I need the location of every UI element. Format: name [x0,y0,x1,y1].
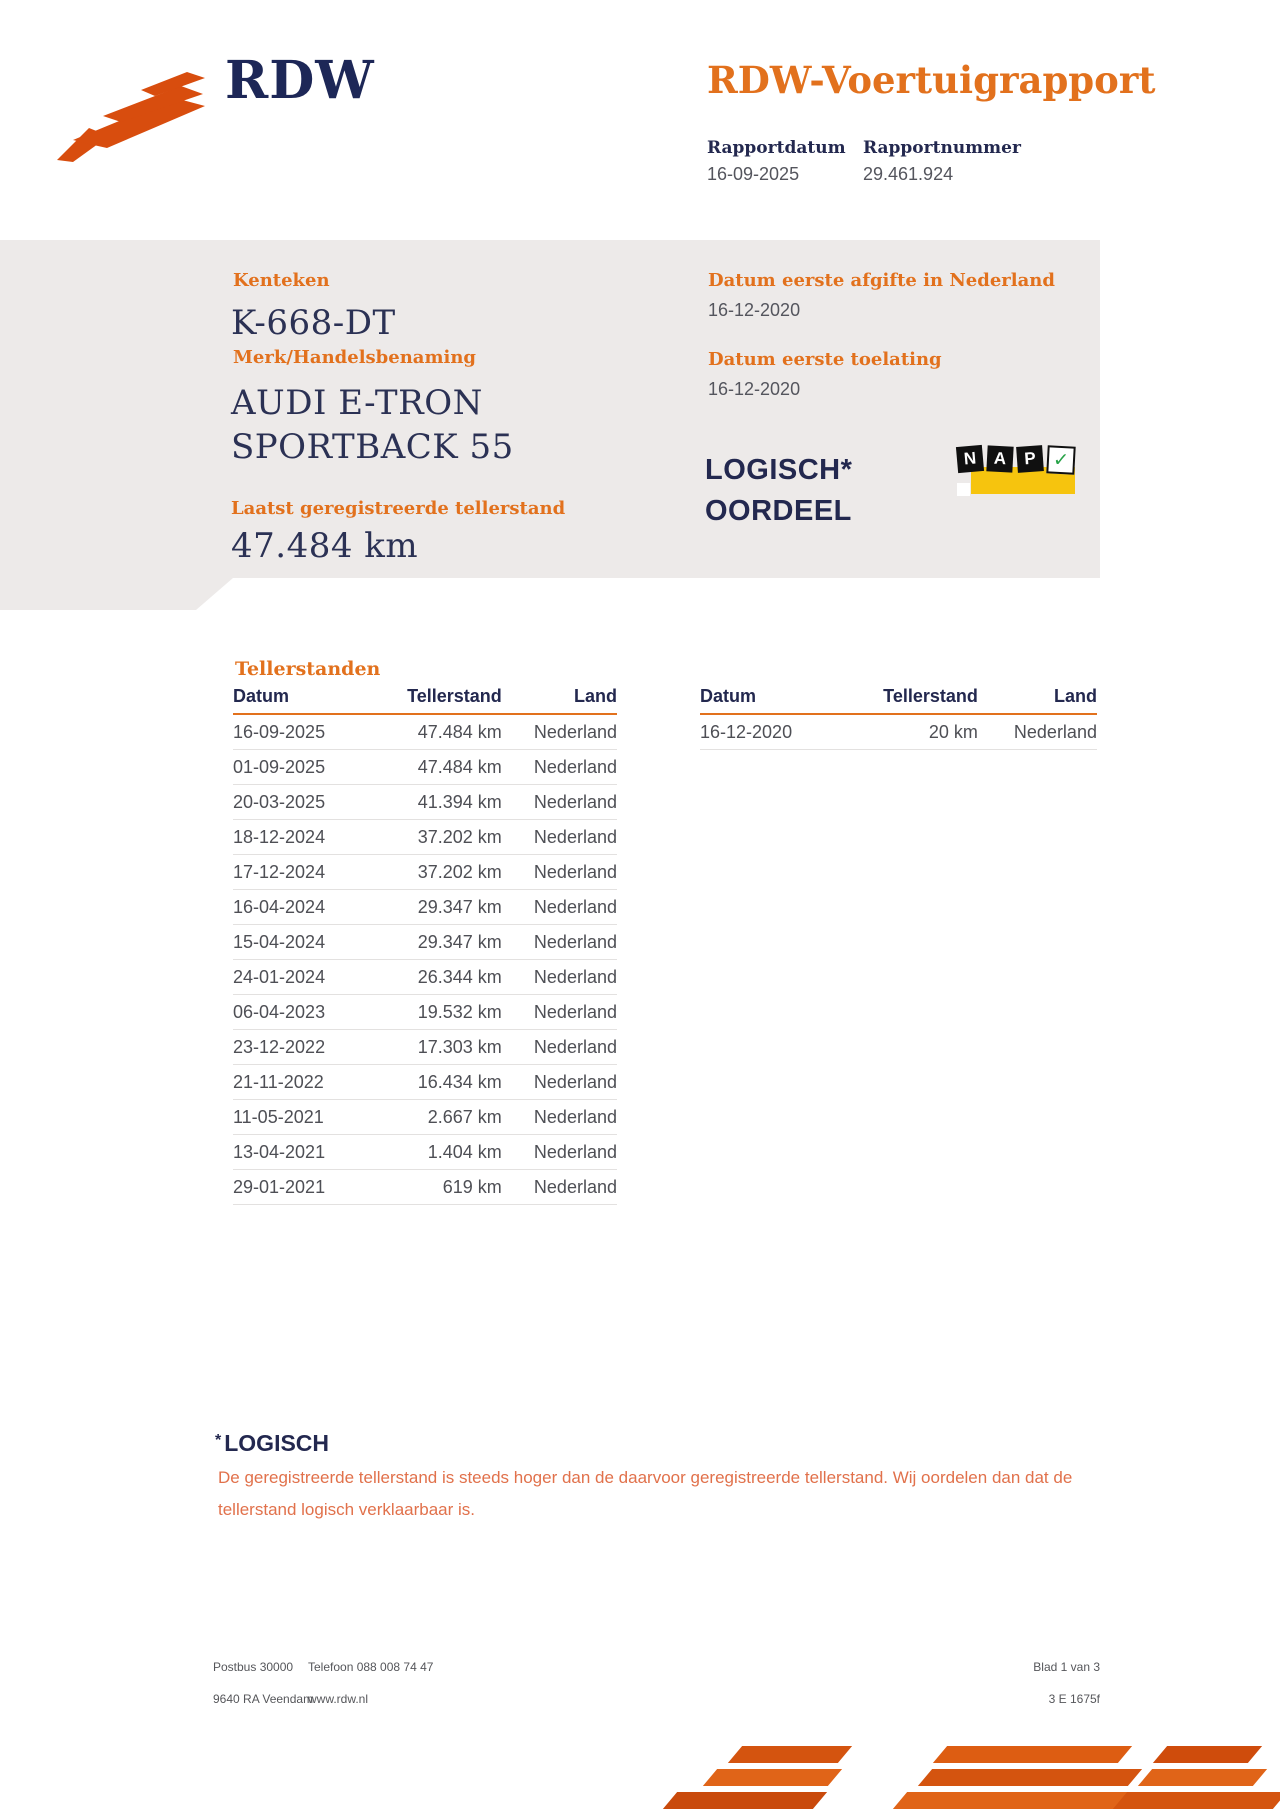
rdw-wordmark: RDW [225,50,375,111]
first-admission-date: 16-12-2020 [708,379,801,399]
row-country: Nederland [533,1037,617,1057]
row-mileage: 37.202 km [417,862,502,882]
row-mileage: 19.532 km [417,1002,502,1022]
row-date: 13-04-2021 [233,1142,326,1162]
merk-value-line2: SPORTBACK 55 [231,427,514,467]
footer-address-line1: Postbus 30000 [213,1660,294,1674]
table-row [233,1135,617,1170]
row-country: Nederland [533,1072,617,1092]
nap-letter-tiles [957,446,1075,474]
report-date-value: 16-09-2025 [707,164,800,184]
footer-doc-code: 3 E 1675f [1048,1692,1100,1706]
row-date: 24-01-2024 [233,967,326,987]
row-date: 16-09-2025 [233,722,326,742]
asterisk: * [215,1432,222,1449]
footer-address-line2: 9640 RA Veendam [213,1692,314,1706]
row-date: 29-01-2021 [233,1177,326,1197]
table-row [233,1100,617,1135]
footer-phone: Telefoon 088 008 74 47 [308,1660,434,1674]
row-mileage: 17.303 km [417,1037,502,1057]
last-mileage-label: Laatst geregistreerde tellerstand [231,498,566,519]
row-country: Nederland [1013,722,1097,742]
row-date: 16-12-2020 [700,722,793,742]
row-date: 17-12-2024 [233,862,326,882]
row-date: 15-04-2024 [233,932,326,952]
last-mileage-value: 47.484 km [231,526,419,566]
row-country: Nederland [533,932,617,952]
row-mileage: 1.404 km [427,1142,502,1162]
row-mileage: 26.344 km [417,967,502,987]
footer-page-indicator: Blad 1 van 3 [1033,1660,1100,1674]
verdict-line2: OORDEEL [705,495,852,527]
footer-website: www.rdw.nl [308,1692,369,1706]
nap-logo [953,441,1077,501]
vehicle-summary-panel [0,240,1100,610]
kenteken-label: Kenteken [233,270,330,291]
row-country: Nederland [533,757,617,777]
table-row [233,960,617,995]
row-country: Nederland [533,1142,617,1162]
rdw-wing-logo-icon [55,68,207,164]
verdict-line1: LOGISCH* [705,454,853,486]
row-mileage: 37.202 km [417,827,502,847]
row-date: 23-12-2022 [233,1037,326,1057]
table-row [233,890,617,925]
row-date: 01-09-2025 [233,757,326,777]
row-date: 11-05-2021 [233,1107,324,1127]
row-mileage: 47.484 km [417,722,502,742]
page-title: RDW-Voertuigrapport [707,58,1156,102]
tellerstanden-section-title: Tellerstanden [235,658,381,680]
table-row [233,715,617,750]
nap-letter-n: N [956,445,984,473]
table-row [233,785,617,820]
row-country: Nederland [533,1002,617,1022]
table-row [700,715,1097,750]
row-date: 18-12-2024 [233,827,326,847]
row-country: Nederland [533,1107,617,1127]
row-mileage: 16.434 km [417,1072,502,1092]
row-mileage: 20 km [928,722,978,742]
row-mileage: 2.667 km [427,1107,502,1127]
row-country: Nederland [533,897,617,917]
logisch-note-heading [215,1430,329,1457]
mileage-table-left [233,686,617,1205]
table-header-row [700,686,1097,715]
row-date: 21-11-2022 [233,1072,324,1092]
row-country: Nederland [533,1177,617,1197]
report-number-value: 29.461.924 [863,164,954,184]
table-row [233,1170,617,1205]
column-header-land: Land [1053,686,1097,706]
row-mileage: 41.394 km [417,792,502,812]
table-row [233,1065,617,1100]
row-mileage: 47.484 km [417,757,502,777]
decorative-stripes [640,1746,1280,1812]
table-row [233,1030,617,1065]
merk-label: Merk/Handelsbenaming [233,347,477,368]
mileage-table-right [700,686,1097,750]
first-admission-label: Datum eerste toelating [708,349,942,370]
logisch-note-body: De geregistreerde tellerstand is steeds hoger dan de daarvoor geregistreerde tellerstand. Wij oordelen dan dat de tellerstand logisch verklaarbaar is. [218,1468,1073,1519]
nap-white-square [957,483,970,496]
row-country: Nederland [533,827,617,847]
table-header-row [233,686,617,715]
kenteken-value: K-668-DT [231,303,396,343]
row-mileage: 29.347 km [417,932,502,952]
verdict-text [705,450,852,532]
first-issue-label: Datum eerste afgifte in Nederland [708,270,1055,291]
table-row [233,925,617,960]
row-country: Nederland [533,792,617,812]
table-row [233,820,617,855]
row-date: 06-04-2023 [233,1002,326,1022]
nap-letter-p: P [1016,445,1044,473]
row-mileage: 29.347 km [417,897,502,917]
report-date-label: Rapportdatum [707,138,846,158]
merk-value-line1: AUDI E-TRON [231,383,483,423]
row-country: Nederland [533,862,617,882]
nap-checkmark-icon: ✓ [1046,445,1075,474]
row-date: 20-03-2025 [233,792,326,812]
column-header-datum: Datum [233,686,290,706]
row-mileage: 619 km [442,1177,502,1197]
logisch-heading-text: LOGISCH [224,1430,330,1456]
report-number-label: Rapportnummer [863,138,1021,158]
column-header-land: Land [573,686,617,706]
row-country: Nederland [533,967,617,987]
table-body-left [233,715,617,1205]
table-row [233,995,617,1030]
column-header-tellerstand: Tellerstand [883,686,978,706]
row-country: Nederland [533,722,617,742]
row-date: 16-04-2024 [233,897,326,917]
nap-letter-a: A [986,445,1013,472]
table-row [233,855,617,890]
column-header-datum: Datum [700,686,757,706]
first-issue-date: 16-12-2020 [708,300,801,320]
column-header-tellerstand: Tellerstand [407,686,502,706]
table-body-right [700,715,1097,750]
table-row [233,750,617,785]
